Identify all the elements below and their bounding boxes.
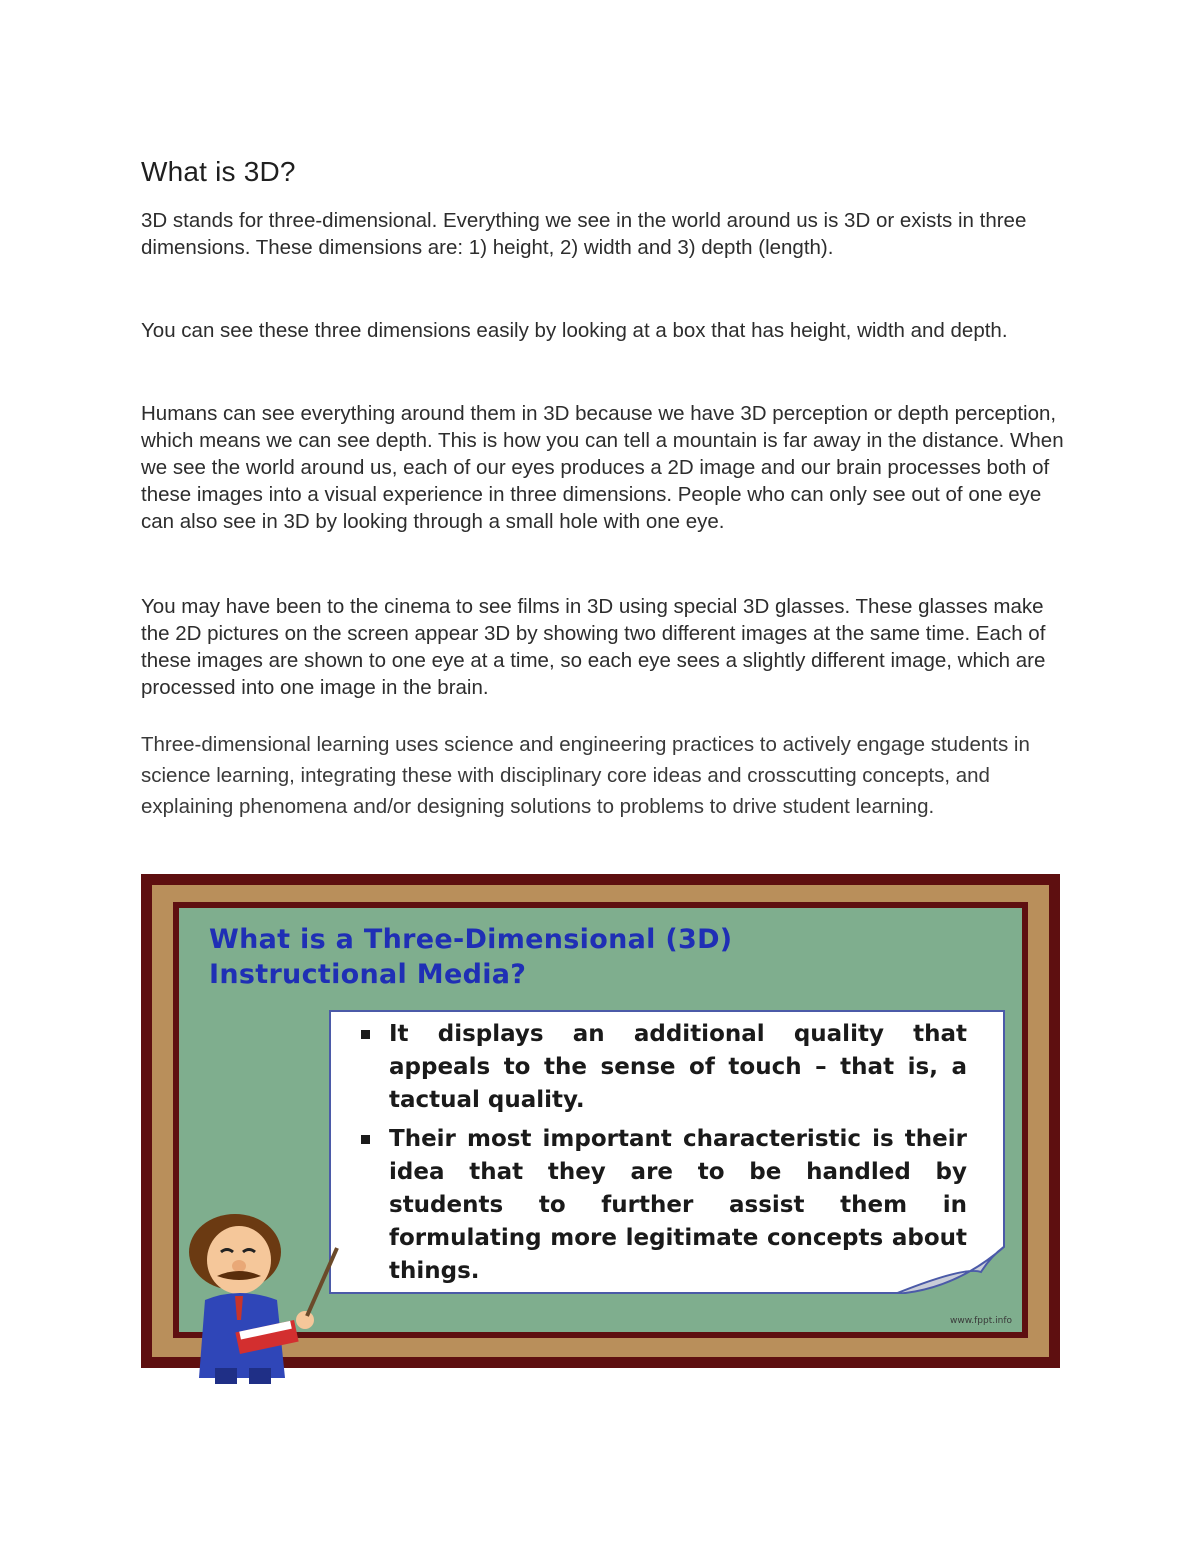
slide-note-card	[329, 1010, 1005, 1294]
slide-image	[141, 874, 1060, 1368]
teacher-cartoon-icon	[177, 1208, 347, 1388]
paragraph-depth-perception: Humans can see everything around them in 3D because we have 3D perception or depth perception, which means we can see depth. This is how you can tell a mountain is far away in the distance. When we see the world around us, each of our eyes produces a 2D image and our brain processes both of these images into a visual experience in three dimensions. People who can only see out of one eye can also see in 3D by looking through a small hole with one eye.	[141, 402, 1064, 533]
square-bullet-icon	[361, 1030, 370, 1039]
paragraph-intro: 3D stands for three-dimensional. Everything we see in the world around us is 3D or exists in three dimensions. These dimensions are: 1) height, 2) width and 3) depth (length).	[141, 209, 1027, 259]
paragraph-cinema: You may have been to the cinema to see films in 3D using special 3D glasses. These glasses make the 2D pictures on the screen appear 3D by showing two different images at the same time. Each of these images are shown to one eye at a time, so each eye sees a slightly different image, which are processed into one image in the brain.	[141, 595, 1046, 699]
paragraph-3d-learning: Three-dimensional learning uses science and engineering practices to actively engage students in science learning, integrating these with disciplinary core ideas and crosscutting concepts, and explaining phenomena and/or designing solutions to problems to drive student learning.	[141, 733, 1030, 818]
slide-title-line-1: What is a Three-Dimensional (3D)	[209, 924, 733, 955]
slide-bullet-text: Their most important characteristic is their idea that they are to be handled by students to further assist them in formulating more legitimate concepts about things.	[389, 1126, 967, 1284]
slide-bullet-list	[357, 1018, 967, 1288]
square-bullet-icon	[361, 1135, 370, 1144]
slide-title	[209, 922, 732, 992]
page-title: What is 3D?	[141, 156, 296, 187]
slide-title-line-2: Instructional Media?	[209, 959, 527, 990]
slide-frame	[152, 885, 1049, 1357]
slide-watermark: www.fppt.info	[950, 1316, 1012, 1326]
paragraph-box-example: You can see these three dimensions easily by looking at a box that has height, width and depth.	[141, 319, 1008, 342]
slide-bullet-item	[357, 1018, 967, 1117]
slide-bullet-text: It displays an additional quality that appeals to the sense of touch – that is, a tactual quality.	[389, 1021, 967, 1113]
slide-bullet-item	[357, 1123, 967, 1288]
slide-board	[173, 902, 1028, 1338]
page-curl-icon	[895, 1246, 1005, 1294]
